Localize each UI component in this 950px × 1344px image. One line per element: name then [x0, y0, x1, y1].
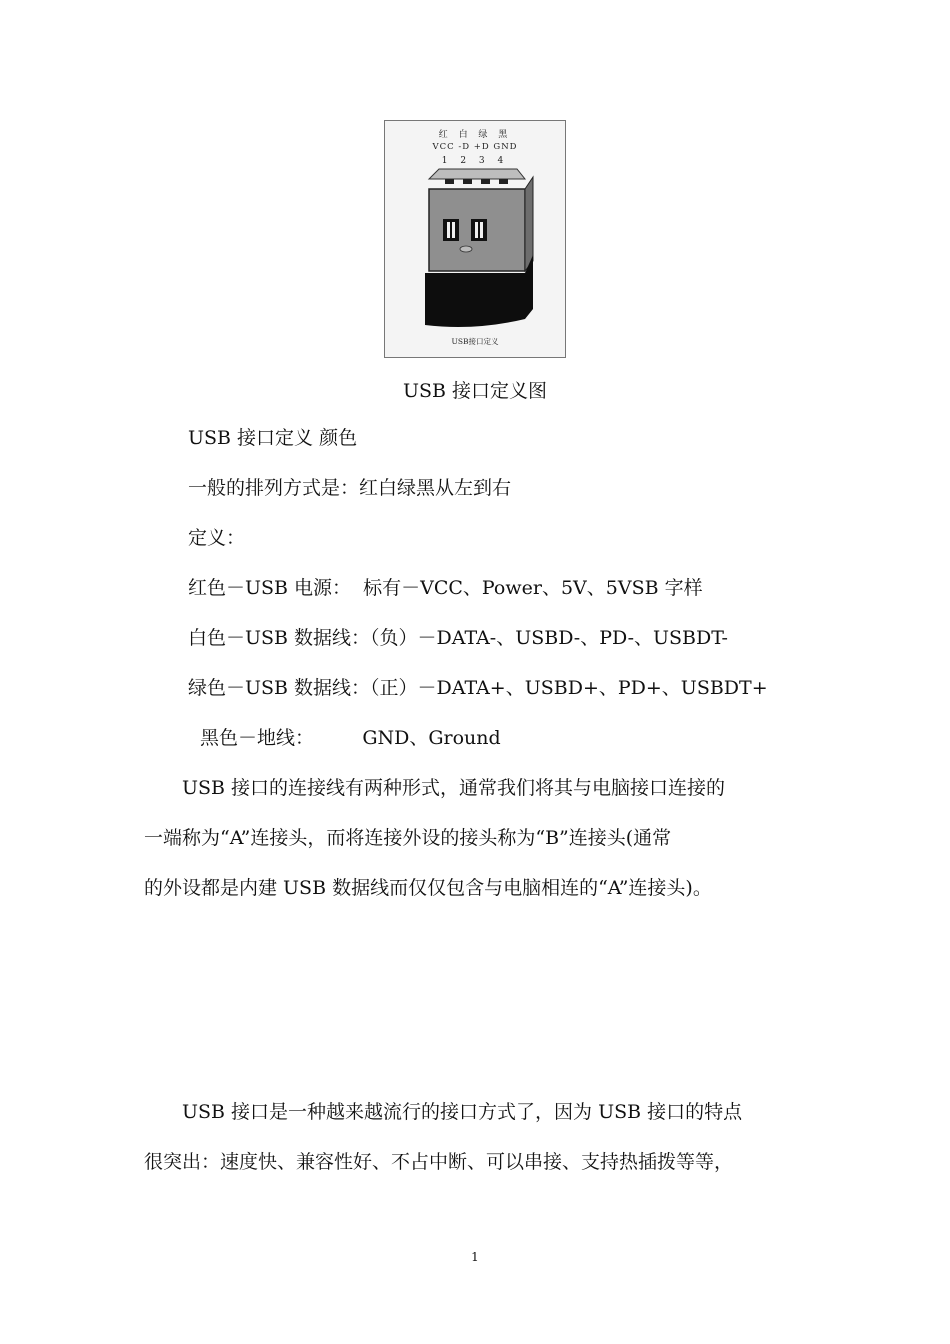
paragraph2-line1: USB 接口是一种越来越流行的接口方式了，因为 USB 接口的特点: [182, 1101, 743, 1123]
definition-label: 定义：: [188, 527, 246, 549]
paragraph1-line2: 一端称为“A”连接头，而将连接外设的接头称为“B”连接头(通常: [144, 827, 672, 849]
figure-pin-numbers: 1 2 3 4: [441, 156, 509, 166]
figure-inner-caption: USB接口定义: [451, 337, 499, 346]
definition-white: 白色－USB 数据线：（负）－DATA-、USBD-、PD-、USBDT-: [188, 627, 728, 649]
definition-order: 一般的排列方式是：红白绿黑从左到右: [188, 477, 512, 499]
usb-connector-figure: [384, 120, 566, 358]
paragraph1-line3: 的外设都是内建 USB 数据线而仅仅包含与电脑相连的“A”连接头)。: [144, 877, 712, 899]
figure-caption: USB 接口定义图: [402, 380, 548, 402]
definition-red: 红色－USB 电源： 标有－VCC、Power、5V、5VSB 字样: [188, 577, 703, 599]
paragraph1-line1: USB 接口的连接线有两种形式，通常我们将其与电脑接口连接的: [182, 777, 726, 799]
definition-green: 绿色－USB 数据线：（正）－DATA+、USBD+、PD+、USBDT+: [188, 677, 768, 699]
figure-pin-labels: VCC -D +D GND: [432, 142, 518, 152]
page-number: 1: [471, 1250, 479, 1264]
figure-color-labels: 红 白 绿 黑: [438, 130, 512, 140]
paragraph2-line2: 很突出：速度快、兼容性好、不占中断、可以串接、支持热插拨等等，: [144, 1151, 734, 1173]
definition-heading: USB 接口定义 颜色: [188, 427, 358, 449]
definition-black: 黑色－地线： GND、Ground: [200, 727, 501, 749]
